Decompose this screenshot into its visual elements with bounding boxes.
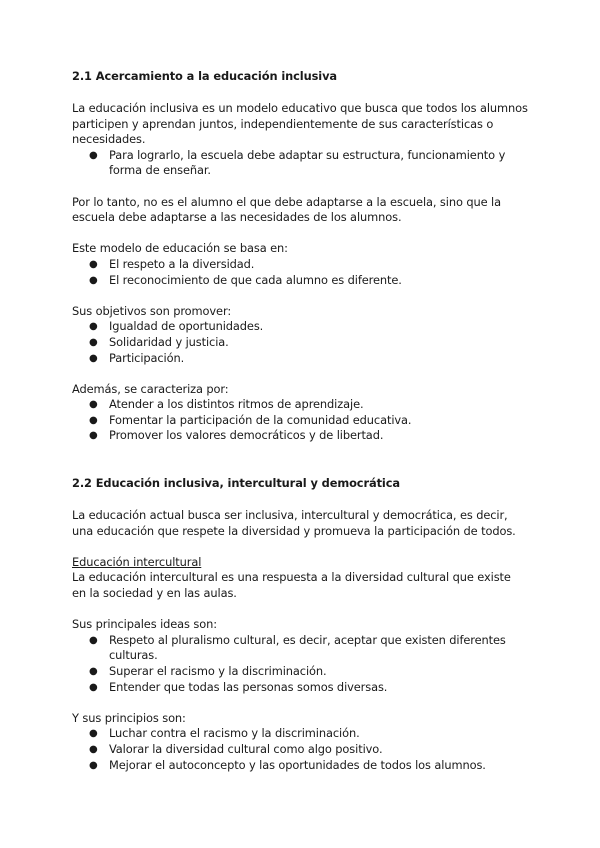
bullet-list xyxy=(72,633,528,695)
document-page xyxy=(72,68,528,773)
bullet-icon: ● xyxy=(89,352,98,364)
paragraph: Por lo tanto, no es el alumno el que debe adaptarse a la escuela, sino que la escuela debe adaptarse a las necesidades de los alumnos. xyxy=(72,194,501,225)
list-item: ● Para lograrlo, la escuela debe adaptar su estructura, funcionamiento y forma de enseñar. xyxy=(89,147,506,178)
bullet-icon: ● xyxy=(89,728,98,740)
bullet-list xyxy=(72,148,528,179)
bullet-icon: ● xyxy=(89,681,98,693)
paragraph: Sus principales ideas son: xyxy=(72,617,217,632)
list-item: ● Igualdad de oportunidades. xyxy=(89,319,264,334)
paragraph: La educación inclusiva es un modelo educativo que busca que todos los alumnos participen y aprendan juntos, independientemente de sus características o necesidades. xyxy=(72,101,528,147)
section-heading: 2.1 Acercamiento a la educación inclusiva xyxy=(72,69,338,83)
list-item: ● Entender que todas las personas somos diversas. xyxy=(89,679,388,694)
list-item: ● Mejorar el autoconcepto y las oportunidades de todos los alumnos. xyxy=(89,757,486,772)
bullet-list xyxy=(72,319,528,366)
bullet-icon: ● xyxy=(89,321,98,333)
list-item: ● Participación. xyxy=(89,350,185,365)
list-item: ● Fomentar la participación de la comunidad educativa. xyxy=(89,412,412,427)
bullet-icon: ● xyxy=(89,430,98,442)
bullet-icon: ● xyxy=(89,666,98,677)
bullet-icon: ● xyxy=(89,743,98,755)
list-item: ● El reconocimiento de que cada alumno es diferente. xyxy=(89,272,402,287)
paragraph: Este modelo de educación se basa en: xyxy=(72,241,288,256)
list-item: ● Solidaridad y justicia. xyxy=(89,334,229,349)
bullet-icon: ● xyxy=(89,258,98,270)
bullet-icon: ● xyxy=(89,399,98,411)
paragraph: Además, se caracteriza por: xyxy=(72,381,229,396)
list-item: ● Luchar contra el racismo y la discriminación. xyxy=(89,726,360,741)
bullet-icon: ● xyxy=(89,274,98,286)
paragraph: Y sus principios son: xyxy=(72,710,186,725)
list-item: ● Atender a los distintos ritmos de aprendizaje. xyxy=(89,397,364,412)
paragraph: Sus objetivos son promover: xyxy=(72,303,232,318)
list-item: ● Valorar la diversidad cultural como algo positivo. xyxy=(89,741,383,756)
bullet-list xyxy=(72,397,528,444)
bullet-icon: ● xyxy=(89,336,98,348)
list-item: ● Respeto al pluralismo cultural, es decir, aceptar que existen diferentes culturas. xyxy=(89,632,506,663)
list-item: ● El respeto a la diversidad. xyxy=(89,256,255,271)
bullet-icon: ● xyxy=(89,414,98,426)
bullet-list xyxy=(72,726,528,773)
bullet-icon: ● xyxy=(89,149,98,161)
section-heading: 2.2 Educación inclusiva, intercultural y democrática xyxy=(72,476,400,491)
paragraph: La educación intercultural es una respuesta a la diversidad cultural que existe en la sociedad y en las aulas. xyxy=(72,570,511,601)
list-item: ● Superar el racismo y la discriminación. xyxy=(89,664,327,678)
subsection-title: Educación intercultural xyxy=(72,554,202,569)
list-item: ● Promover los valores democráticos y de libertad. xyxy=(89,428,384,443)
bullet-list xyxy=(72,257,528,288)
paragraph: La educación actual busca ser inclusiva, intercultural y democrática, es decir, una educación que respete la diversidad y promueva la participación de todos. xyxy=(72,508,516,538)
bullet-icon: ● xyxy=(89,634,98,646)
bullet-icon: ● xyxy=(89,759,98,771)
